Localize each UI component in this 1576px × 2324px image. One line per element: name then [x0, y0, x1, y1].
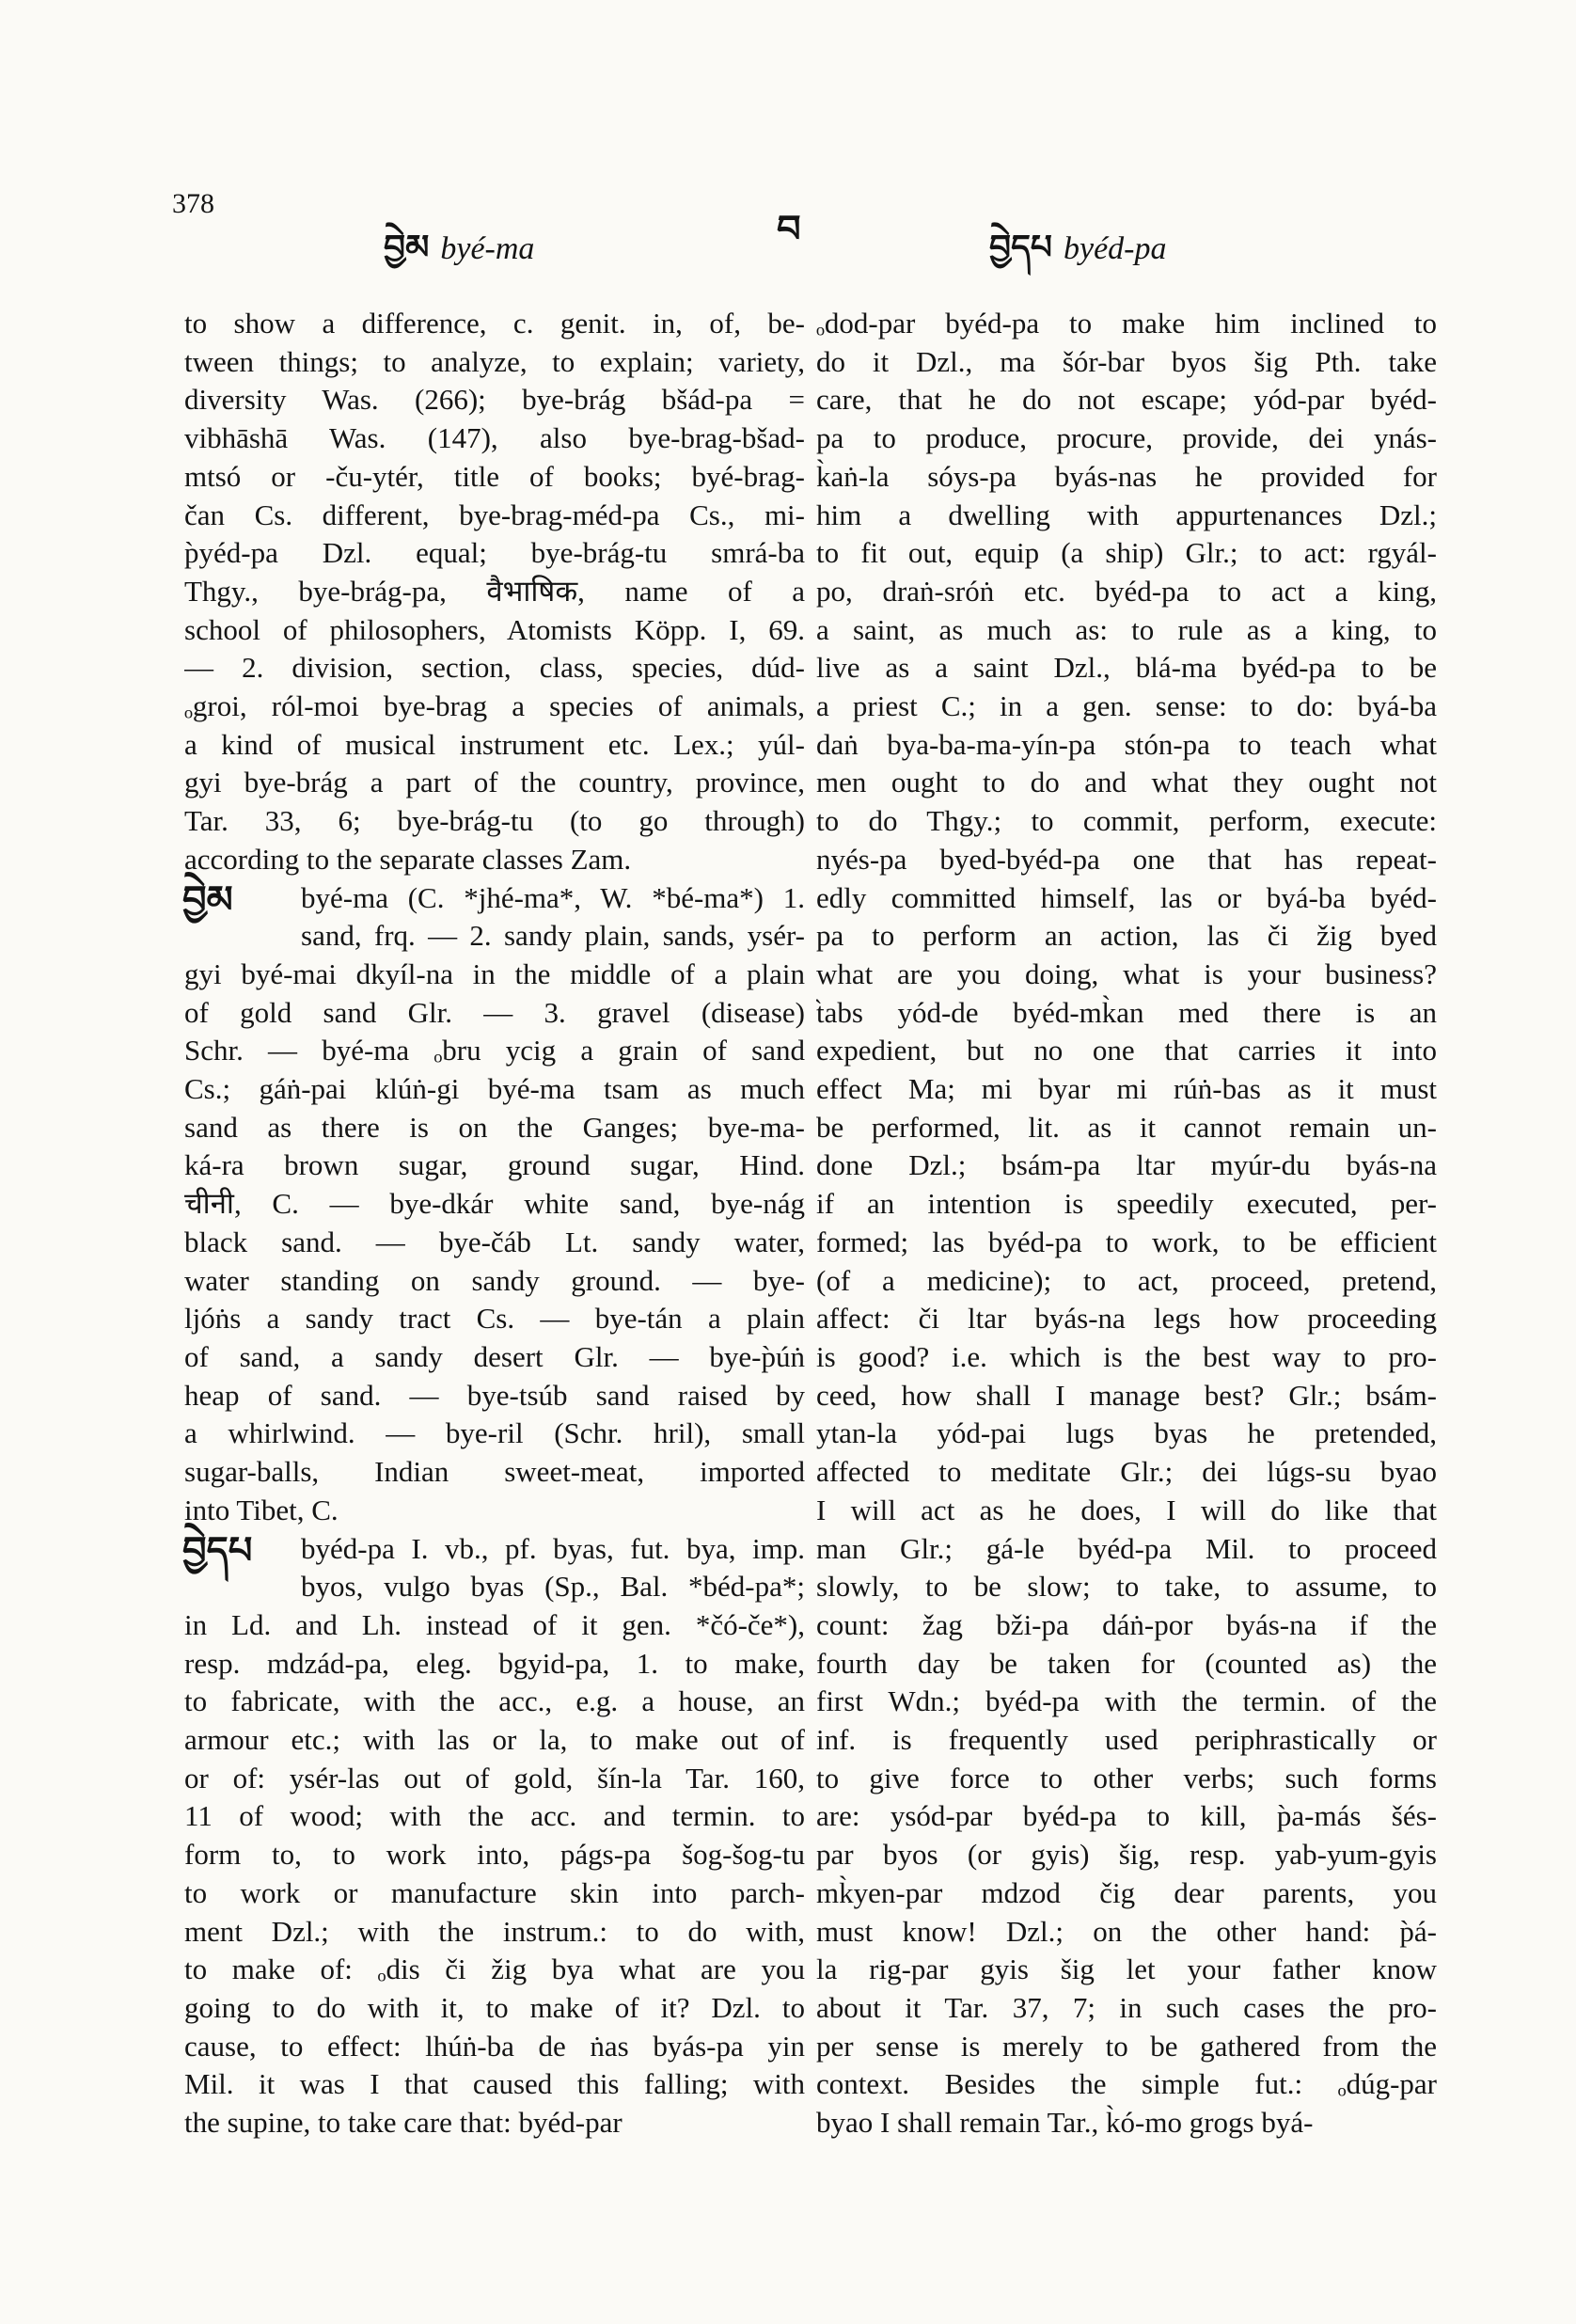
left-column-line: byos, vulgo byas (Sp., Bal. *béd-pa*; — [301, 1570, 805, 1604]
right-column-line: fourth day be taken for (counted as) the — [816, 1646, 1437, 1680]
header-center-letter: བ — [777, 208, 801, 251]
right-column-line: man Glr.; gá-le byéd-pa Mil. to proceed — [816, 1531, 1437, 1565]
right-column-line: ytan-la yód-pai lugs byas he pretended, — [816, 1416, 1437, 1450]
right-column-line: what are you doing, what is your business? — [816, 956, 1437, 990]
right-column-line: to fit out, equip (a ship) Glr.; to act: rgyál- — [816, 536, 1437, 570]
right-column-line: him a dwelling with appurtenances Dzl.; — [816, 498, 1437, 531]
right-column-line: do it Dzl., ma šór-bar byos šig Pth. take — [816, 344, 1437, 378]
right-column-line: affected to meditate Glr.; dei lúgs-su byao — [816, 1455, 1437, 1489]
right-column-line: par byos (or gyis) šig, resp. yab-yum-gyis — [816, 1838, 1437, 1872]
left-column-line: to work or manufacture skin into parch- — [184, 1875, 805, 1909]
left-column-line: diversity Was. (266); bye-brág bšád-pa = — [184, 383, 805, 417]
right-column-line: are: ysód-par byéd-pa to kill, p̀a-más šés- — [816, 1799, 1437, 1833]
right-column-line: pa to perform an action, las či žig byed — [816, 919, 1437, 953]
left-column-line: according to the separate classes Zam. — [184, 842, 632, 876]
running-head-right-word: byéd-pa — [1064, 231, 1167, 266]
left-column-line: ₒgroi, ról-moi bye-brag a species of animals, — [184, 689, 805, 723]
right-column-line: edly committed himself, las or byá-ba byéd- — [816, 880, 1437, 914]
left-column-line: Cs.; gáṅ-pai klúṅ-gi byé-ma tsam as much — [184, 1072, 805, 1106]
left-column-line: ment Dzl.; with the instrum.: to do with, — [184, 1914, 805, 1948]
left-column-line: the supine, to take care that: byéd-par — [184, 2106, 623, 2140]
right-column-line: care, that he do not escape; yód-par byéd- — [816, 383, 1437, 417]
left-column-line: or of: ysér-las out of gold, šín-la Tar. 160, — [184, 1761, 805, 1794]
left-column-line: ljóṅs a sandy tract Cs. — bye-tán a plain — [184, 1302, 805, 1336]
left-column-line: gyi byé-mai dkyíl-na in the middle of a plain — [184, 956, 805, 990]
right-column-line: done Dzl.; bsám-pa ltar myúr-du byás-na — [816, 1148, 1437, 1182]
right-column-line: per sense is merely to be gathered from the — [816, 2029, 1437, 2063]
left-column-line: čan Cs. different, bye-brag-méd-pa Cs., mi- — [184, 498, 805, 531]
right-column-line: to do Thgy.; to commit, perform, execute: — [816, 804, 1437, 838]
right-column-line: count: žag bži-pa dáṅ-por byás-na if the — [816, 1607, 1437, 1641]
left-column-line: vibhāshā Was. (147), also bye-brag-bšad- — [184, 421, 805, 455]
left-column-line: gyi bye-brág a part of the country, province, — [184, 766, 805, 799]
left-column-line: byéd-pa I. vb., pf. byas, fut. bya, imp. — [301, 1531, 805, 1565]
page-number: 378 — [172, 188, 214, 219]
right-column-line: about it Tar. 37, 7; in such cases the pro- — [816, 1990, 1437, 2024]
left-column-line: a kind of musical instrument etc. Lex.; yúl- — [184, 727, 805, 761]
right-column-line: be performed, lit. as it cannot remain un- — [816, 1110, 1437, 1144]
right-column-line: byao I shall remain Tar., k̀ó-mo grogs byá- — [816, 2106, 1314, 2140]
running-head-right-tibetan: བྱེདཔ — [989, 229, 1052, 267]
left-column-line: into Tibet, C. — [184, 1493, 339, 1526]
right-column-line: daṅ bya-ba-ma-yín-pa stón-pa to teach what — [816, 727, 1437, 761]
right-column-line: first Wdn.; byéd-pa with the termin. of the — [816, 1684, 1437, 1718]
right-column-line: affect: či ltar byás-na legs how proceeding — [816, 1302, 1437, 1336]
right-column-line: t̀abs yód-de byéd-mk̀an med there is an — [816, 995, 1437, 1029]
left-column-line: Tar. 33, 6; bye-brág-tu (to go through) — [184, 804, 805, 838]
left-column-line: of gold sand Glr. — 3. gravel (disease) — [184, 995, 805, 1029]
right-column-line: is good? i.e. which is the best way to pro- — [816, 1339, 1437, 1373]
left-column-line: tween things; to analyze, to explain; variety, — [184, 344, 805, 378]
left-column-line: चीनी, C. — bye-dkár white sand, bye-nág — [184, 1187, 805, 1221]
left-column-line: byé-ma (C. *jhé-ma*, W. *bé-ma*) 1. — [301, 880, 805, 914]
running-head-left-tibetan: བྱེམ — [384, 229, 430, 267]
right-column-line: a saint, as much as: to rule as a king, to — [816, 612, 1437, 646]
right-column-line: I will act as he does, I will do like that — [816, 1493, 1437, 1526]
right-column-line: context. Besides the simple fut.: ₒdúg-par — [816, 2067, 1437, 2101]
right-column-line: effect Ma; mi byar mi rúṅ-bas as it must — [816, 1072, 1437, 1106]
right-column-line: ₒdod-par byéd-pa to make him inclined to — [816, 307, 1437, 340]
right-column-line: ceed, how shall I manage best? Glr.; bsám- — [816, 1378, 1437, 1412]
right-column-line: inf. is frequently used periphrastically or — [816, 1723, 1437, 1757]
left-column-line: Mil. it was I that caused this falling; with — [184, 2067, 805, 2101]
right-column — [816, 305, 1437, 2142]
left-column-line: black sand. — bye-čáb Lt. sandy water, — [184, 1225, 805, 1258]
right-column-line: la rig-par gyis šig let your father know — [816, 1952, 1437, 1986]
left-column-line: cause, to effect: lhúṅ-ba de ṅas byás-pa yin — [184, 2029, 805, 2063]
running-head-left — [384, 209, 534, 305]
right-column-line: (of a medicine); to act, proceed, pretend, — [816, 1263, 1437, 1297]
right-column-line: must know! Dzl.; on the other hand: p̀á- — [816, 1914, 1437, 1948]
right-column-line: a priest C.; in a gen. sense: to do: byá-ba — [816, 689, 1437, 723]
left-column-line: resp. mdzád-pa, eleg. bgyid-pa, 1. to make, — [184, 1646, 805, 1680]
right-column-line: pa to produce, procure, provide, dei ynás- — [816, 421, 1437, 455]
right-column-line: slowly, to be slow; to take, to assume, to — [816, 1570, 1437, 1604]
left-column-line: mtsó or -ču-ytér, title of books; byé-brag- — [184, 459, 805, 493]
left-column-line: water standing on sandy ground. — bye- — [184, 1263, 805, 1297]
left-column-line: Schr. — byé-ma ₒbru ycig a grain of sand — [184, 1034, 805, 1067]
left-column-line: to show a difference, c. genit. in, of, be- — [184, 307, 805, 340]
left-column-line: — 2. division, section, class, species, dúd- — [184, 651, 805, 685]
right-column-line: expedient, but no one that carries it into — [816, 1034, 1437, 1067]
left-column — [184, 305, 805, 2142]
right-column-line: if an intention is speedily executed, per- — [816, 1187, 1437, 1221]
left-column-line: armour etc.; with las or la, to make out of — [184, 1723, 805, 1757]
left-column-line: in Ld. and Lh. instead of it gen. *čó-če*), — [184, 1607, 805, 1641]
left-column-line: sugar-balls, Indian sweet-meat, imported — [184, 1455, 805, 1489]
left-column-line: sand as there is on the Ganges; bye-ma- — [184, 1110, 805, 1144]
lemma-tibetan-glyph: བྱེམ — [182, 877, 233, 922]
right-column-line: formed; las byéd-pa to work, to be efficient — [816, 1225, 1437, 1258]
left-column-line: of sand, a sandy desert Glr. — bye-p̀úṅ — [184, 1339, 805, 1373]
right-column-line: k̀aṅ-la sóys-pa byás-nas he provided for — [816, 459, 1437, 493]
left-column-line: ká-ra brown sugar, ground sugar, Hind. — [184, 1148, 805, 1182]
running-head-right — [989, 209, 1167, 305]
left-column-line: heap of sand. — bye-tsúb sand raised by — [184, 1378, 805, 1412]
right-column-line: live as a saint Dzl., blá-ma byéd-pa to be — [816, 651, 1437, 685]
left-column-line: p̀yéd-pa Dzl. equal; bye-brág-tu smrá-ba — [184, 536, 805, 570]
right-column-line: men ought to do and what they ought not — [816, 766, 1437, 799]
left-column-line: to fabricate, with the acc., e.g. a house, an — [184, 1684, 805, 1718]
left-column-line: form to, to work into, págs-pa šog-šog-tu — [184, 1838, 805, 1872]
lemma-tibetan-glyph: བྱེདཔ — [182, 1528, 253, 1573]
left-column-line: a whirlwind. — bye-ril (Schr. hril), small — [184, 1416, 805, 1450]
right-column-line: nyés-pa byed-byéd-pa one that has repeat- — [816, 842, 1437, 876]
right-column-line: mk̀yen-par mdzod čig dear parents, you — [816, 1875, 1437, 1909]
left-column-line: school of philosophers, Atomists Köpp. I, 69. — [184, 612, 805, 646]
running-head-left-word: byé-ma — [440, 231, 535, 266]
left-column-line: 11 of wood; with the acc. and termin. to — [184, 1799, 805, 1833]
left-column-line: sand, frq. — 2. sandy plain, sands, ysér- — [301, 919, 805, 953]
right-column-line: to give force to other verbs; such forms — [816, 1761, 1437, 1794]
left-column-line: Thgy., bye-brág-pa, वैभाषिक, name of a — [184, 574, 805, 608]
left-column-line: going to do with it, to make of it? Dzl. to — [184, 1990, 805, 2024]
right-column-line: po, draṅ-sróṅ etc. byéd-pa to act a king, — [816, 574, 1437, 608]
left-column-line: to make of: ₒdis či žig bya what are you — [184, 1952, 805, 1986]
